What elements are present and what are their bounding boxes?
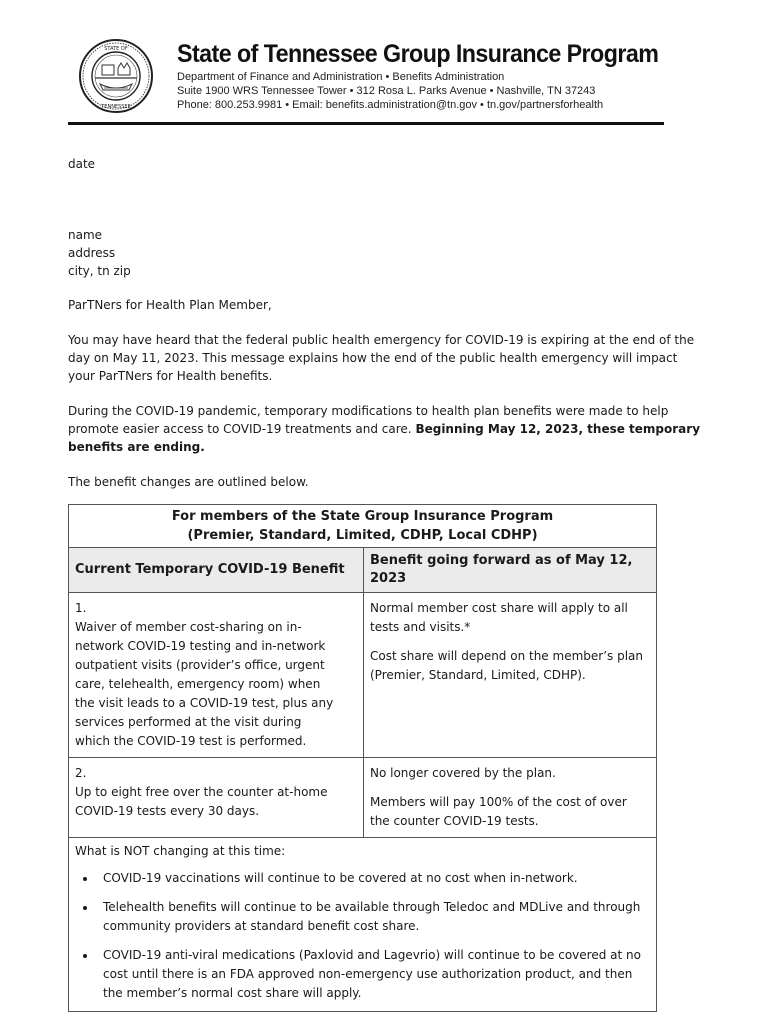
ending-notice: Beginning May 12, 2023, these temporary benefits are ending. — [68, 422, 701, 454]
recipient-city: city, tn zip — [68, 264, 131, 278]
state-seal-icon — [78, 38, 154, 114]
not-changing-list — [75, 869, 650, 1003]
svg-text:TENNESSEE: TENNESSEE — [101, 104, 131, 110]
letterhead-address: Suite 1900 WRS Tennessee Tower • 312 Rosa L. Parks Avenue • Nashville, TN 37243 — [177, 85, 596, 97]
table-title-line2: (Premier, Standard, Limited, CDHP, Local CDHP) — [187, 528, 538, 543]
forward-benefit-text: Normal member cost share will apply to all tests and visits.* — [370, 601, 628, 634]
changes-intro: The benefit changes are outlined below. — [68, 475, 309, 489]
not-changing-section — [69, 838, 657, 1012]
forward-benefit-note: Cost share will depend on the member’s plan (Premier, Standard, Limited, CDHP). — [370, 649, 643, 682]
column-header-current: Current Temporary COVID-19 Benefit — [69, 548, 364, 593]
letterhead-contact: Phone: 800.253.9981 • Email: benefits.administration@tn.gov • tn.gov/partnersforhealth — [177, 99, 604, 111]
intro-paragraph: You may have heard that the federal public health emergency for COVID-19 is expiring at the end of the day on May 11, 2023. This message explains how the end of the public health emergency will impact your ParTNers for Health benefits. — [68, 333, 695, 383]
list-item: • Telehealth benefits will continue to be available through Teledoc and MDLive and through community providers at standard benefit cost share. — [97, 898, 650, 936]
table-row — [69, 593, 657, 758]
letter-date: date — [68, 157, 96, 171]
salutation: ParTNers for Health Plan Member, — [68, 298, 272, 312]
list-item: • COVID-19 anti-viral medications (Paxlovid and Lagevrio) will continue to be covered at no cost until there is an FDA approved non-emergency use authorization product, and then the member’s normal cost share will apply. — [97, 946, 650, 1003]
list-item: • COVID-19 vaccinations will continue to be covered at no cost when in-network. — [97, 869, 650, 888]
pandemic-paragraph — [68, 402, 708, 456]
letterhead — [68, 34, 664, 126]
column-header-forward: Benefit going forward as of May 12, 2023 — [364, 548, 657, 593]
not-changing-title: What is NOT changing at this time: — [75, 844, 286, 858]
recipient-address: address — [68, 246, 116, 260]
letterhead-rule — [68, 122, 664, 125]
recipient-name: name — [68, 228, 103, 242]
forward-benefit-cell — [364, 758, 657, 838]
letterhead-title: State of Tennessee Group Insurance Program — [177, 40, 659, 68]
current-benefit-cell — [69, 758, 364, 838]
current-benefit-text: Up to eight free over the counter at-home COVID-19 tests every 30 days. — [75, 785, 328, 818]
table-title — [69, 505, 657, 548]
letterhead-department: Department of Finance and Administration • Benefits Administration — [177, 71, 505, 83]
row-number: 2. — [75, 766, 87, 780]
pandemic-text: During the COVID-19 pandemic, temporary modifications to health plan benefits were made to help promote easier access to COVID-19 treatments and care. — [68, 404, 669, 436]
row-number: 1. — [75, 601, 87, 615]
current-benefit-text: Waiver of member cost-sharing on in-network COVID-19 testing and in-network outpatient visits (provider’s office, urgent care, telehealth, emergency room) when the visit leads to a COVID-19 test, plus any services performed at the visit during which the COVID-19 test is performed. — [75, 620, 334, 748]
current-benefit-cell — [69, 593, 364, 758]
forward-benefit-note: Members will pay 100% of the cost of over the counter COVID-19 tests. — [370, 795, 627, 828]
forward-benefit-cell — [364, 593, 657, 758]
table-row — [69, 758, 657, 838]
benefit-changes-table — [68, 504, 657, 1012]
table-title-line1: For members of the State Group Insurance Program — [171, 509, 554, 524]
svg-text:STATE OF: STATE OF — [104, 46, 128, 52]
forward-benefit-text: No longer covered by the plan. — [370, 766, 556, 780]
